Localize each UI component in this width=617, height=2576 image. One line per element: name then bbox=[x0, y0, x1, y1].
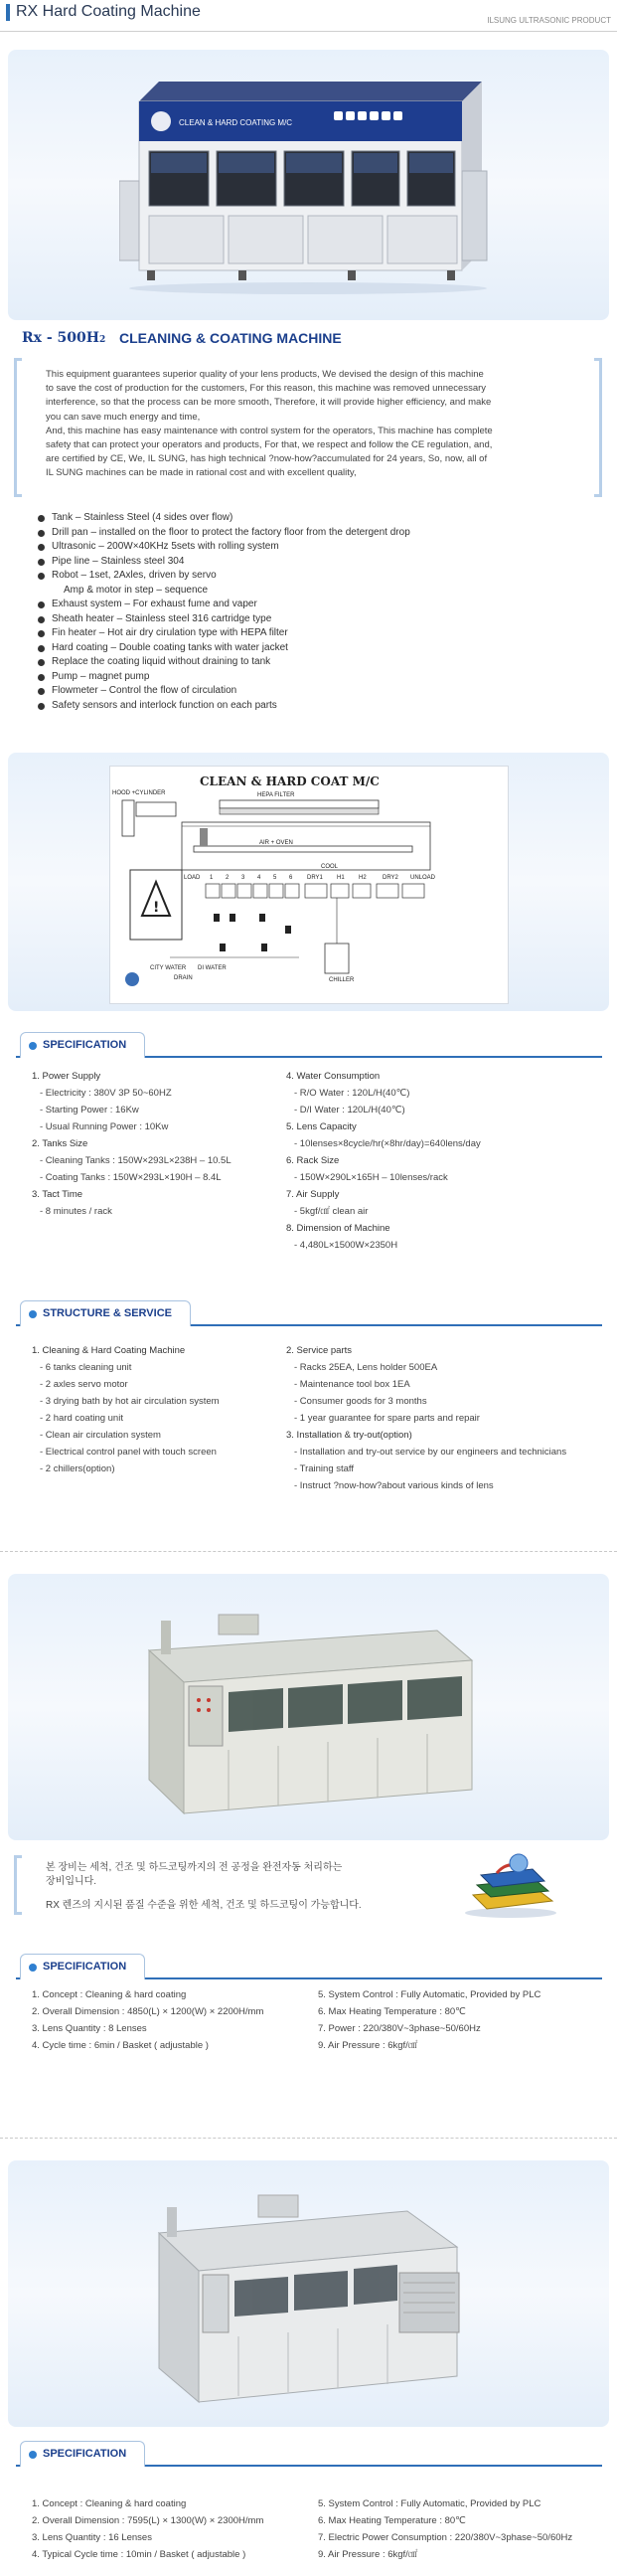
list-item: Fin heater – Hot air dry cirulation type with HEPA filter bbox=[38, 626, 594, 641]
spec-heading-1: SPECIFICATION bbox=[16, 1032, 602, 1058]
cool-label: COOL bbox=[321, 864, 339, 870]
list-item: Ultrasonic – 200W×40KHz 5sets with rolling system bbox=[38, 540, 594, 555]
model-number: Rx - 500H2 bbox=[22, 330, 106, 346]
spec1-right: 4. Water Consumption - R/O Water : 120L/H(40℃) - D/I Water : 120L/H(40℃) 5. Lens Capacity - 10lenses×8cycle/hr(×8hr/day)=640lens/day 6. Rack Size - 150W×290L×165H – 10lenses/rack 7. Air Supply - 5kgf/㎠ clean air 8. Dimension of Machine - 4,480L×1500W×2350H bbox=[286, 1071, 481, 1251]
korean-text-2: 장비입니다. bbox=[46, 1876, 97, 1887]
list-item: Hard coating – Double coating tanks with water jacket bbox=[38, 641, 594, 656]
title-accent-bar bbox=[6, 4, 10, 21]
station-3: 3 bbox=[241, 875, 245, 881]
station-4: 4 bbox=[257, 875, 261, 881]
structure-right: 2. Service parts - Racks 25EA, Lens holder 500EA - Maintenance tool box 1EA - Consumer goods for 3 months - 1 year guarantee for spare parts and repair 3. Installation & try-out(option) - Installation and try-out service by our engineers and technicians - Training staff - Instruct ?now-how?about various kinds of lens bbox=[286, 1345, 567, 1491]
list-item: Robot – 1set, 2Axles, driven by servo bbox=[38, 569, 594, 584]
di-water-label: DI WATER bbox=[198, 965, 227, 971]
spec-heading-2: SPECIFICATION bbox=[16, 1954, 602, 1979]
spec-heading-3: SPECIFICATION bbox=[16, 2441, 602, 2467]
diagram-drawing bbox=[110, 767, 508, 1003]
hepa-label: HEPA FILTER bbox=[257, 792, 295, 798]
station-5: 5 bbox=[273, 875, 277, 881]
machine-brand-text: CLEAN & HARD COATING M/C bbox=[179, 118, 293, 127]
station-dry2: DRY2 bbox=[383, 875, 398, 881]
spec2-right: 5. System Control : Fully Automatic, Provided by PLC 6. Max Heating Temperature : 80℃ 7. Power : 220/380V~3phase~50/60Hz 9. Air Pressure : 6kgf/㎠ bbox=[318, 1989, 541, 2051]
hero-machine-image bbox=[119, 62, 497, 310]
company-label: ILSUNG ULTRASONIC PRODUCT bbox=[487, 16, 611, 25]
list-item: Drill pan – installed on the floor to protect the factory floor from the detergent drop bbox=[38, 526, 594, 541]
list-item: Exhaust system – For exhaust fume and vaper bbox=[38, 598, 594, 612]
list-item: Pump – magnet pump bbox=[38, 670, 594, 685]
machine-image-2 bbox=[139, 1601, 482, 1824]
intro-text: This equipment guarantees superior quality of your lens products, We devised the design of this machine to save the cost of production for the customers, For this reason, this machine was removed unnecessary interference, so that the process can be more smooth, Therefore, it will provide higher efficiency, and make you can save much energy and time, And, this machine has easy maintenance with control system for the operators, This machine has complete safety that can protect your operators and products, For that, we respect and follow the CE regulation, and, are certified by CE, We, IL SUNG, has high technical ?now-how?accumulated for 24 years, So, now, all of IL SUNG machines can be made in rational cost and with excellent quality, bbox=[46, 369, 493, 479]
machine-image-3 bbox=[139, 2177, 482, 2411]
list-item: Sheath heater – Stainless steel 316 cartridge type bbox=[38, 612, 594, 627]
chiller-label: CHILLER bbox=[329, 977, 355, 983]
machine-name: CLEANING & COATING MACHINE bbox=[119, 330, 342, 346]
page-header bbox=[0, 0, 617, 32]
city-water-label: CITY WATER bbox=[150, 965, 187, 971]
drain-label: DRAIN bbox=[174, 975, 193, 981]
station-unload: UNLOAD bbox=[410, 875, 436, 881]
spec2-left: 1. Concept : Cleaning & hard coating 2. Overall Dimension : 4850(L) × 1200(W) × 2200H/mm 3. Lens Quantity : 8 Lenses 4. Cycle time : 6min / Basket ( adjustable ) bbox=[32, 1989, 264, 2051]
diagram-title: CLEAN & HARD COAT M/C bbox=[200, 774, 380, 788]
list-item: Safety sensors and interlock function on each parts bbox=[38, 699, 594, 714]
feature-list bbox=[38, 511, 594, 713]
list-item: Amp & motor in step – sequence bbox=[64, 584, 209, 596]
spec1-left: 1. Power Supply - Electricity : 380V 3P 50~60HZ - Starting Power : 16Kw - Usual Running Power : 10Kw 2. Tanks Size - Cleaning Tanks : 150W×293L×238H – 10.5L - Coating Tanks : 150W×293L×190H – 8.4L 3. Tact Time - 8 minutes / rack bbox=[32, 1071, 231, 1217]
station-6: 6 bbox=[289, 875, 293, 881]
svg-text:!: ! bbox=[153, 900, 160, 916]
page-title: RX Hard Coating Machine bbox=[16, 3, 201, 20]
spec3-left: 1. Concept : Cleaning & hard coating 2. Overall Dimension : 7595(L) × 1300(W) × 2300H/mm 3. Lens Quantity : 16 Lenses 4. Typical Cycle time : 10min / Basket ( adjustable ) bbox=[32, 2498, 264, 2560]
list-item: Tank – Stainless Steel (4 sides over flow) bbox=[38, 511, 594, 526]
station-dry1: DRY1 bbox=[307, 875, 323, 881]
books-illustration bbox=[457, 1849, 564, 1919]
section-divider bbox=[0, 1551, 617, 1552]
structure-heading: STRUCTURE & SERVICE bbox=[16, 1300, 602, 1326]
spec3-right: 5. System Control : Fully Automatic, Provided by PLC 6. Max Heating Temperature : 80℃ 7. Electric Power Consumption : 220/380V~3phase~50/60Hz 9. Air Pressure : 6kgf/㎠ bbox=[318, 2498, 573, 2560]
korean-text-1: 본 장비는 세척, 건조 및 하드코팅까지의 전 공정을 완전자동 처리하는 bbox=[46, 1862, 343, 1873]
station-load: LOAD bbox=[184, 875, 201, 881]
list-item: Pipe line – Stainless steel 304 bbox=[38, 555, 594, 570]
korean-text-3: RX 렌즈의 지시된 품질 수준을 위한 세척, 건조 및 하드코팅이 가능합니다. bbox=[46, 1900, 362, 1911]
station-h1: H1 bbox=[337, 875, 345, 881]
section-divider bbox=[0, 2138, 617, 2139]
station-h2: H2 bbox=[359, 875, 367, 881]
airflow-label: AIR + OVEN bbox=[259, 840, 293, 846]
hood-label: HOOD +CYLINDER bbox=[112, 790, 166, 796]
list-item: Replace the coating liquid without draining to tank bbox=[38, 655, 594, 670]
station-2: 2 bbox=[226, 875, 230, 881]
station-1: 1 bbox=[210, 875, 214, 881]
process-diagram bbox=[109, 766, 509, 1004]
list-item: Flowmeter – Control the flow of circulation bbox=[38, 684, 594, 699]
structure-left: 1. Cleaning & Hard Coating Machine - 6 tanks cleaning unit - 2 axles servo motor - 3 drying bath by hot air circulation system - 2 hard coating unit - Clean air circulation system - Electrical control panel with touch screen - 2 chillers(option) bbox=[32, 1345, 220, 1474]
